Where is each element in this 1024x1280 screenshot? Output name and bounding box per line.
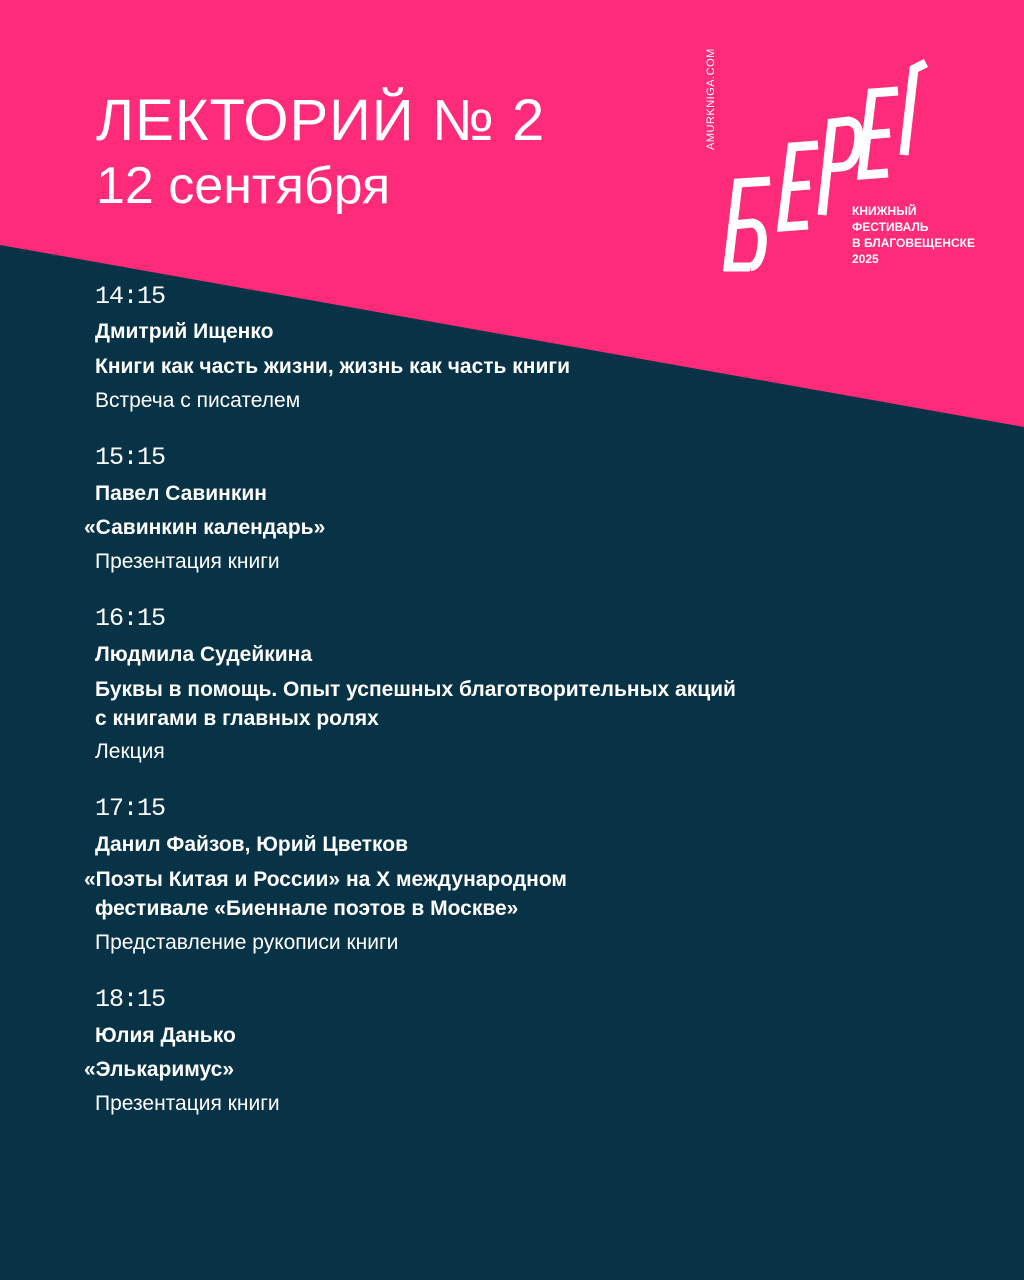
event-title: Буквы в помощь. Опыт успешных благотворительных акций: [95, 678, 736, 701]
page-title: ЛЕКТОРИЙ № 2: [96, 88, 546, 153]
event-time: 18:15: [95, 985, 166, 1014]
event-speaker: Дмитрий Ищенко: [95, 320, 274, 343]
event-title: «Савинкин календарь»: [84, 516, 326, 539]
event-type: Презентация книги: [95, 1092, 280, 1115]
event-time: 14:15: [95, 282, 166, 311]
event-type: Представление рукописи книги: [95, 931, 399, 954]
event-title: фестивале «Биеннале поэтов в Москве»: [95, 897, 519, 920]
event-speaker: Данил Файзов, Юрий Цветков: [95, 833, 409, 856]
logo-subtitle-line: КНИЖНЫЙ: [852, 204, 917, 218]
logo-subtitle-line: 2025: [852, 252, 879, 266]
event-title: «Поэты Китая и России» на X международном: [84, 868, 567, 891]
logo-url: AMURKNIGA.COM: [705, 48, 717, 150]
event-time: 15:15: [95, 443, 166, 472]
logo-subtitle-line: В БЛАГОВЕЩЕНСКЕ: [852, 236, 975, 250]
event-time: 17:15: [95, 794, 166, 823]
event-speaker: Павел Савинкин: [95, 482, 267, 505]
event-title: «Элькаримус»: [84, 1058, 235, 1081]
event-speaker: Людмила Судейкина: [95, 643, 313, 666]
event-time: 16:15: [95, 604, 166, 633]
event-speaker: Юлия Данько: [95, 1024, 236, 1047]
event-title: Книги как часть жизни, жизнь как часть книги: [95, 355, 571, 378]
event-type: Презентация книги: [95, 550, 280, 573]
logo-subtitle-line: ФЕСТИВАЛЬ: [852, 220, 929, 234]
event-type: Встреча с писателем: [95, 389, 301, 412]
event-type: Лекция: [95, 740, 165, 763]
event-title: с книгами в главных ролях: [95, 707, 379, 730]
event-date: 12 сентября: [96, 157, 391, 215]
